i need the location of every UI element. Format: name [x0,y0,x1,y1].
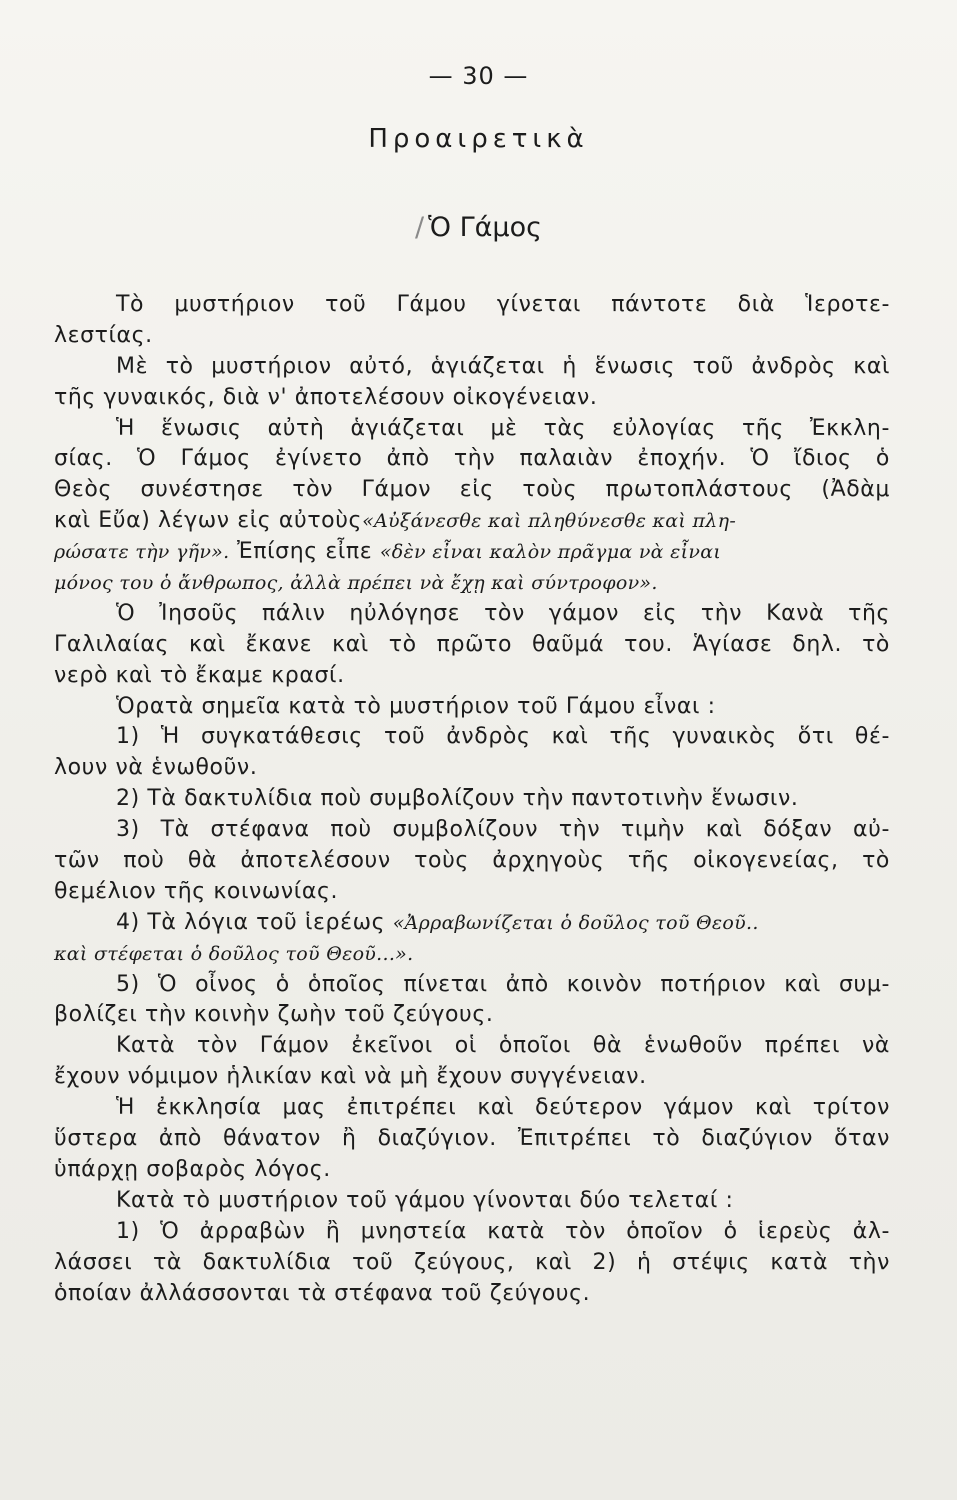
text-line [54,475,890,506]
text-line [54,1062,890,1093]
quote-text: ρώσατε τὴν γῆν». [54,541,230,564]
text-line [54,1279,890,1310]
line-text: τῆς γυναικός, διὰ ν' ἀποτελέσουν οἰκογένειαν. [54,384,598,410]
quote-text: «Ἀρραβωνίζεται ὁ δοῦλος τοῦ Θεοῦ.. [392,911,759,934]
line-text: Τὸ μυστήριον τοῦ Γάμου γίνεται πάντοτε διὰ Ἱεροτε- [116,292,890,317]
line-text: καὶ Εὔα) λέγων εἰς αὐτοὺς [54,508,363,534]
line-text: Κατὰ τὸν Γάμον ἐκεῖνοι οἱ ὁποῖοι θὰ ἑνωθοῦν πρέπει νὰ [116,1033,890,1059]
text-line [54,815,890,846]
text-line [54,414,890,445]
line-text: 2) Τὰ δακτυλίδια ποὺ συμβολίζουν τὴν παντοτινὴν ἕνωσιν. [116,786,799,812]
text-line [54,599,890,630]
section-title: Προαιρετικὰ [368,124,589,154]
line-text: 4) Τὰ λόγια τοῦ ἱερέως [116,909,393,935]
line-text: Θεὸς συνέστησε τὸν Γάμον εἰς τοὺς πρωτοπλάστους (Ἀδὰμ [54,477,890,503]
quote-text: «Αὐξάνεσθε καὶ πληθύνεσθε καὶ πλη- [362,510,737,533]
line-text: λουν νὰ ἑνωθοῦν. [54,755,258,781]
body-text [54,290,890,1309]
text-line [54,444,890,475]
line-text: λεστίας. [54,322,153,348]
text-line [54,846,890,877]
line-text: Ὁρατὰ σημεῖα κατὰ τὸ μυστήριον τοῦ Γάμου εἶναι : [116,693,716,719]
line-text: ἔχουν νόμιμον ἡλικίαν καὶ νὰ μὴ ἔχουν συγγένειαν. [54,1064,647,1090]
text-line [54,784,890,815]
line-text: 5) Ὁ οἶνος ὁ ὁποῖος πίνεται ἀπὸ κοινὸν ποτήριον καὶ συμ- [116,971,890,997]
line-text: σίας. Ὁ Γάμος ἐγίνετο ἀπὸ τὴν παλαιὰν ἐποχήν. Ὁ ἴδιος ὁ [54,446,890,472]
text-line [54,383,890,414]
text-line [54,352,890,383]
text-line [54,537,890,568]
text-line [54,321,890,352]
text-line [54,908,890,939]
text-line [54,506,890,537]
line-text: λάσσει τὰ δακτυλίδια τοῦ ζεύγους, καὶ 2) ἡ στέψις κατὰ τὴν [54,1249,890,1275]
pencil-mark: / [415,212,425,243]
line-text: Ἡ ἕνωσις αὐτὴ ἁγιάζεται μὲ τὰς εὐλογίας τῆς Ἐκκλη- [116,415,890,441]
text-line [54,877,890,908]
line-text: Γαλιλαίας καὶ ἔκανε καὶ τὸ πρῶτο θαῦμά του. Ἁγίασε δηλ. τὸ [54,631,890,657]
text-line [54,939,890,970]
text-line [54,630,890,661]
line-text: Ἡ ἐκκλησία μας ἐπιτρέπει καὶ δεύτερον γάμον καὶ τρίτον [116,1095,890,1121]
page-number: — 30 — [428,62,529,90]
line-text: Κατὰ τὸ μυστήριον τοῦ γάμου γίνονται δύο τελεταί : [116,1187,734,1213]
text-line [54,568,890,599]
text-line [54,1031,890,1062]
quote-text: «δὲν εἶναι καλὸν πρᾶγμα νὰ εἶναι [379,541,722,564]
text-line [54,1093,890,1124]
line-text: Ἐπίσης εἶπε [229,539,380,565]
line-text: ὑπάρχῃ σοβαρὸς λόγος. [54,1156,331,1182]
text-line [54,290,890,321]
text-line [54,722,890,753]
line-text: βολίζει τὴν κοινὴν ζωὴν τοῦ ζεύγους. [54,1002,494,1028]
text-line [54,1217,890,1248]
text-line [54,661,890,692]
text-line [54,1248,890,1279]
chapter-heading-text: Ὁ Γάμος [428,212,542,243]
line-text: Ὁ Ἰησοῦς πάλιν ηὐλόγησε τὸν γάμον εἰς τὴν Κανὰ τῆς [116,600,890,626]
text-line [54,1186,890,1217]
line-text: ὁποίαν ἀλλάσσονται τὰ στέφανα τοῦ ζεύγους. [54,1280,591,1306]
text-line [54,692,890,723]
text-line [54,1155,890,1186]
text-line [54,970,890,1001]
chapter-heading [0,212,957,243]
text-line [54,753,890,784]
line-text: ὕστερα ἀπὸ θάνατον ἢ διαζύγιον. Ἐπιτρέπει τὸ διαζύγιον ὅταν [54,1126,890,1152]
line-text: θεμέλιον τῆς κοινωνίας. [54,878,339,904]
line-text: νερὸ καὶ τὸ ἔκαμε κρασί. [54,662,345,688]
line-text: 1) Ἡ συγκατάθεσις τοῦ ἀνδρὸς καὶ τῆς γυναικὸς ὅτι θέ- [116,724,890,750]
text-line [54,1000,890,1031]
quote-text: καὶ στέφεται ὁ δοῦλος τοῦ Θεοῦ...». [54,942,414,965]
line-text: τῶν ποὺ θὰ ἀποτελέσουν τοὺς ἀρχηγοὺς τῆς οἰκογενείας, τὸ [54,848,890,874]
line-text: 3) Τὰ στέφανα ποὺ συμβολίζουν τὴν τιμὴν καὶ δόξαν αὐ- [116,817,890,843]
line-text: 1) Ὁ ἀρραβὼν ἢ μνηστεία κατὰ τὸν ὁποῖον ὁ ἱερεὺς ἀλ- [116,1218,890,1244]
line-text: Μὲ τὸ μυστήριον αὐτό, ἁγιάζεται ἡ ἕνωσις τοῦ ἀνδρὸς καὶ [116,353,890,379]
quote-text: μόνος του ὁ ἄνθρωπος, ἀλλὰ πρέπει νὰ ἔχῃ καὶ σύντροφον». [54,572,658,595]
text-line [54,1124,890,1155]
